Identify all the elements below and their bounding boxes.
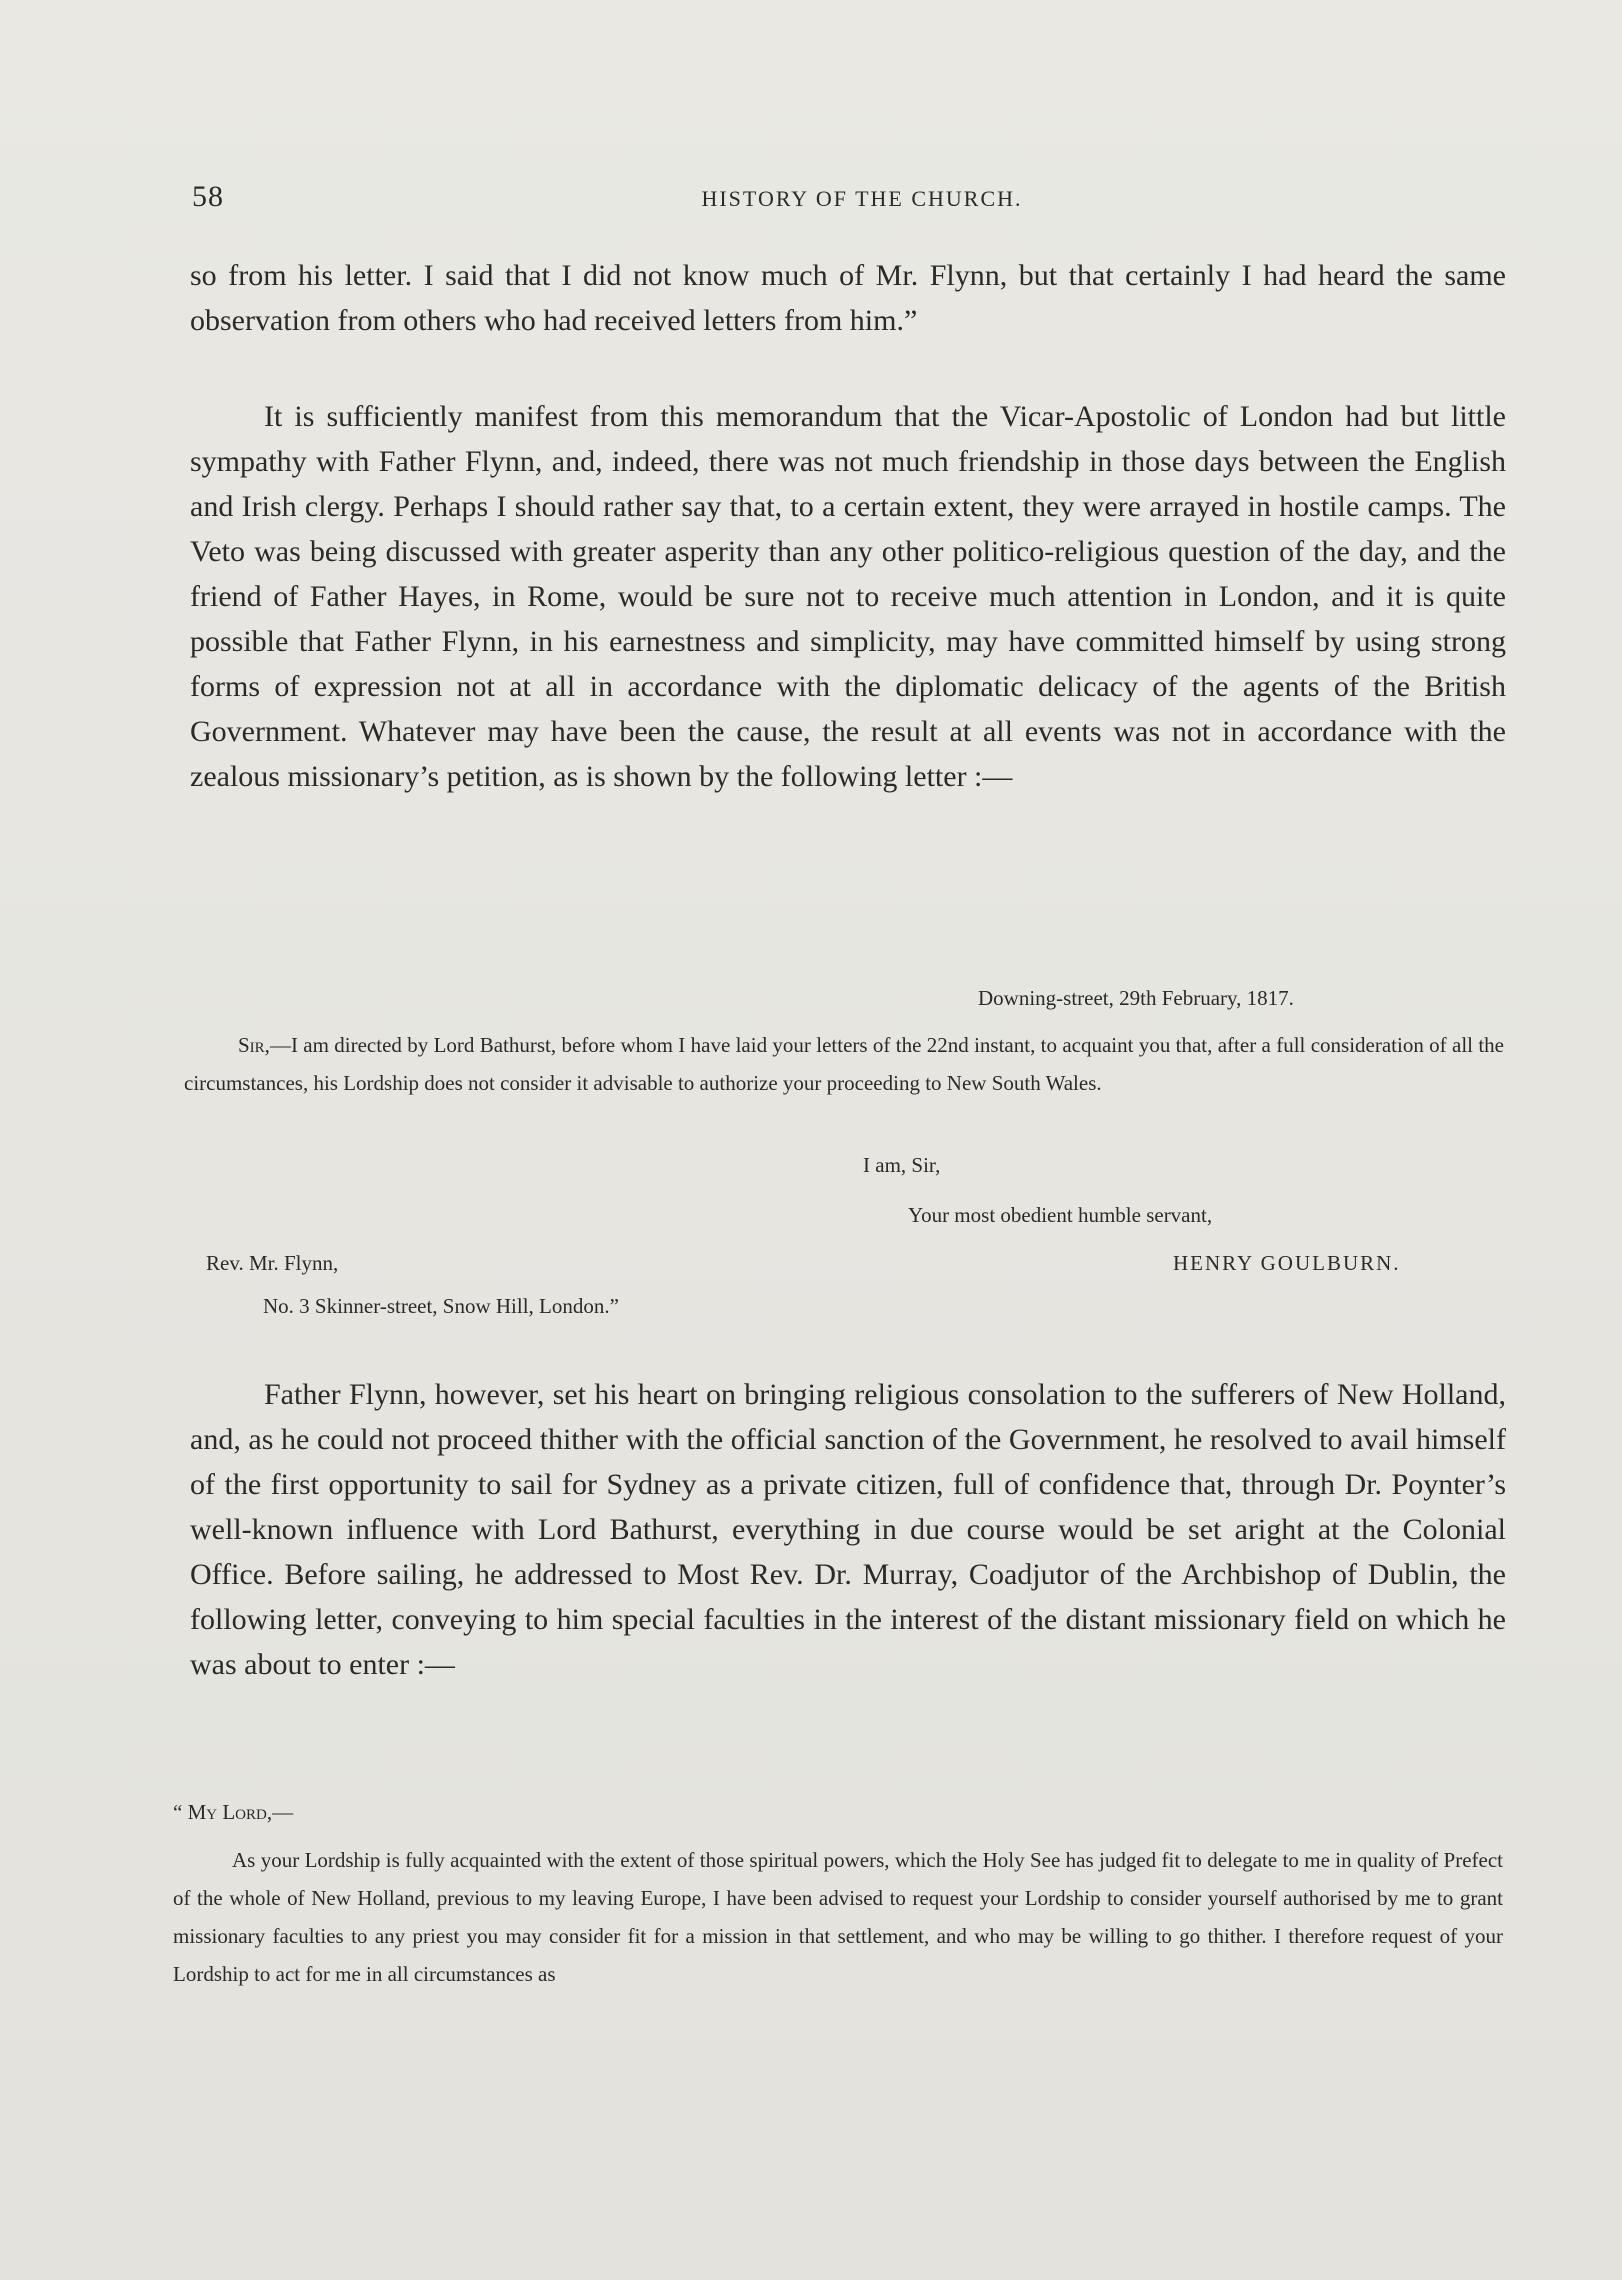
letter-1-closing-2: Your most obedient humble servant, [908, 1203, 1213, 1227]
page-header [192, 180, 1532, 220]
letter-1-dateline: Downing-street, 29th February, 1817. [978, 986, 1294, 1010]
letter-2-text: As your Lordship is fully acquainted with the extent of those spiritual powers, which the Holy See has judged fit to delegate to me in quality of Prefect of the whole of New Holland, previous to my leaving Europe, I have been advised to request your Lordship to consider yourself authorised by me to grant missionary faculties to any priest you may consider fit for a mission in that settlement, and who may be willing to go thither. I therefore request of your Lordship to act for me in all circumstances as [173, 1848, 1503, 1986]
letter-2-salutation: “ My Lord,— [173, 1800, 294, 1824]
paragraph-memorandum [190, 394, 1506, 799]
letter-1-addressee: Rev. Mr. Flynn, [206, 1251, 339, 1275]
letter-1-salutation: Sir, [238, 1033, 270, 1057]
letter-1-body [184, 1026, 1504, 1102]
letter-1-text: —I am directed by Lord Bathurst, before whom I have laid your letters of the 22nd instant, to acquaint you that, after a full consideration of all the circumstances, his Lordship does not consider it advisable to authorize your proceeding to New South Wales. [184, 1033, 1504, 1095]
letter-1-closing-1: I am, Sir, [863, 1153, 941, 1177]
paragraph-2: It is sufficiently manifest from this memorandum that the Vicar-Apostolic of London had but little sympathy with Father Flynn, and, indeed, there was not much friendship in those days between the English and Irish clergy. Perhaps I should rather say that, to a certain extent, they were arrayed in hostile camps. The Veto was being discussed with greater asperity than any other politico-religious question of the day, and the friend of Father Hayes, in Rome, would be sure not to receive much attention in London, and it is quite possible that Father Flynn, in his earnestness and simplicity, may have committed himself by using strong forms of expression not at all in accordance with the diplomatic delicacy of the agents of the British Government. Whatever may have been the cause, the result at all events was not in accordance with the zealous missionary’s petition, as is shown by the following letter :— [190, 400, 1506, 793]
running-head: HISTORY OF THE CHURCH. [701, 186, 1023, 211]
paragraph-3: Father Flynn, however, set his heart on bringing religious consolation to the sufferers of New Holland, and, as he could not proceed thither with the official sanction of the Government, he resolved to avail himself of the first opportunity to sail for Sydney as a private citizen, full of confidence that, through Dr. Poynter’s well-known influence with Lord Bathurst, everything in due course would be set aright at the Colonial Office. Before sailing, he addressed to Most Rev. Dr. Murray, Coadjutor of the Archbishop of Dublin, the following letter, conveying to him special faculties in the interest of the distant missionary field on which he was about to enter :— [190, 1378, 1506, 1681]
paragraph-voyage [190, 1372, 1506, 1687]
paragraph-1: so from his letter. I said that I did not know much of Mr. Flynn, but that certainly I had heard the same observation from others who had received letters from him.” [190, 259, 1506, 337]
letter-2-body [173, 1841, 1503, 1993]
paragraph-continuation [190, 253, 1506, 343]
letter-1-address: No. 3 Skinner-street, Snow Hill, London.” [263, 1294, 619, 1318]
letter-1-signature: HENRY GOULBURN. [1173, 1251, 1401, 1275]
page-number: 58 [192, 180, 224, 213]
